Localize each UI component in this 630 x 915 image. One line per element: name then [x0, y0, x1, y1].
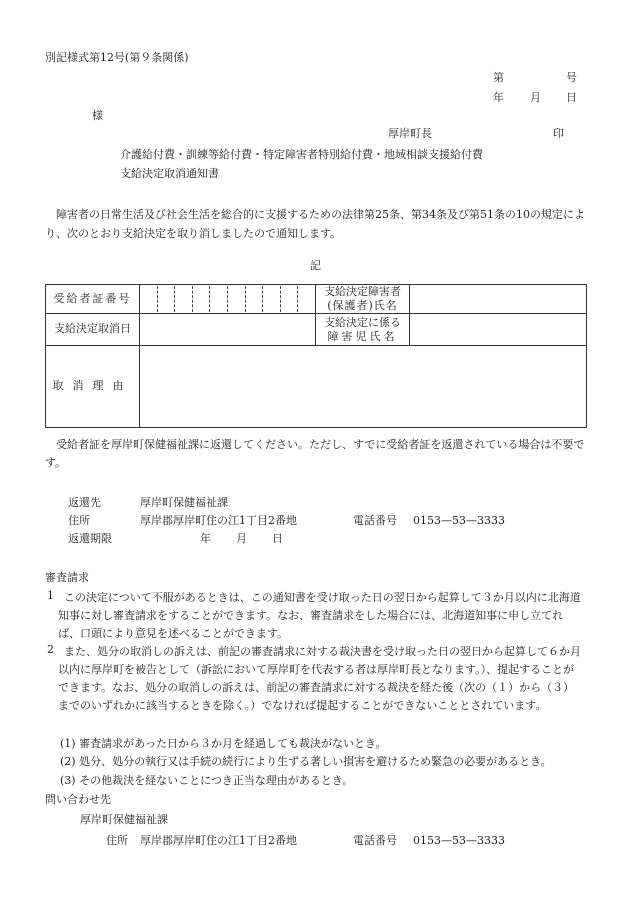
contact-heading: 問い合わせ先: [45, 793, 111, 806]
review-item2-number: 2: [47, 643, 54, 656]
return-addr-value: 厚岸郡厚岸町住の江1丁目2番地: [140, 514, 297, 527]
review-sub3: (3) その他裁決を経ないことにつき正当な理由があるとき。: [60, 774, 354, 787]
return-addr-label: 住所: [68, 514, 90, 527]
table-row: [46, 285, 587, 314]
cancel-date-label: 支給決定取消日: [46, 314, 140, 346]
contact-tel-label: 電話番号: [353, 834, 397, 847]
child-name-label-line2: 障害児氏名: [327, 329, 398, 343]
cancellation-table: [45, 284, 587, 428]
cancel-reason-field[interactable]: [140, 346, 587, 428]
date-month: 月: [530, 91, 541, 104]
beneficiary-name-label: [316, 285, 410, 314]
recipient-suffix: 様: [92, 109, 103, 122]
return-note: 受給者証を厚岸町保健福祉課に返還してください。ただし、すでに受給者証を返還されている場合は不要です。: [45, 438, 585, 469]
review-item1-text: この決定について不服があるときは、この通知書を受け取った日の翌日から起算して３か月以内に北海道知事に対し審査請求をすることができます。なお、審査請求をした場合には、北海道知事に申し立てれば、口頭により意見を述べることができます。: [58, 591, 581, 640]
return-dest-label: 返還先: [68, 496, 101, 509]
review-item2-text: また、処分の取消しの訴えは、前記の審査請求に対する裁決書を受け取った日の翌日から起算して６か月以内に厚岸町を被告として（訴訟において厚岸町を代表する者は厚岸町長となります。）、提起することができます。なお、処分の取消しの訴えは、前記の審査請求に対する裁決を経た後（次の（１）から（３）までのいずれかに該当するときを除く。）でなければ提起することができないこととされています。: [58, 645, 581, 712]
ki-heading: 記: [310, 259, 321, 272]
seal-mark: 印: [553, 127, 564, 140]
child-name-label-line1: 支給決定に係る: [324, 315, 401, 329]
return-tel-value: 0153—53—3333: [413, 514, 505, 527]
beneficiary-name-label-line2: (保護者)氏名: [327, 299, 398, 312]
cancel-date-field[interactable]: [140, 314, 316, 346]
issuer-name: 厚岸町長: [388, 127, 432, 140]
title-line2: 支給決定取消通知書: [120, 167, 219, 180]
child-name-label: [316, 314, 410, 346]
beneficiary-name-field[interactable]: [410, 285, 587, 314]
contact-addr-value: 厚岸郡厚岸町住の江1丁目2番地: [140, 834, 297, 847]
form-number: 別記様式第12号(第９条関係): [45, 51, 189, 64]
recipient-cert-number-field[interactable]: [140, 285, 316, 314]
return-deadline-label: 返還期限: [68, 532, 112, 545]
title-line1: 介護給付費・訓練等給付費・特定障害者特別給付費・地域相談支援給付費: [120, 148, 483, 161]
contact-addr-label: 住所: [106, 834, 128, 847]
review-item1-number: 1: [47, 589, 54, 602]
beneficiary-name-label-line1: 支給決定障害者: [324, 285, 401, 298]
contact-office: 厚岸町保健福祉課: [80, 813, 168, 826]
table-row: [46, 346, 587, 428]
review-sub2: (2) 処分、処分の執行又は手続の続行により生ずる著しい損害を避けるため緊急の必要があるとき。: [60, 755, 552, 768]
date-day: 日: [566, 91, 577, 104]
return-tel-label: 電話番号: [353, 514, 397, 527]
contact-tel-value: 0153—53—3333: [413, 834, 505, 847]
deadline-month: 月: [236, 532, 247, 545]
review-heading: 審査請求: [45, 571, 89, 584]
review-sub1: (1) 審査請求があった日から３か月を経過しても裁決がないとき。: [60, 737, 387, 750]
table-row: [46, 314, 587, 346]
child-name-field[interactable]: [410, 314, 587, 346]
deadline-day: 日: [272, 532, 283, 545]
deadline-year: 年: [200, 532, 211, 545]
return-dest-value: 厚岸町保健福祉課: [140, 496, 228, 509]
number-label-go: 号: [566, 71, 577, 84]
cancel-reason-label: 取消理由: [46, 346, 140, 428]
recipient-cert-number-label: 受給者証番号: [46, 285, 140, 314]
intro-paragraph: 障害者の日常生活及び社会生活を総合的に支援するための法律第25条、第34条及び第51条の10の規定により、次のとおり支給決定を取り消しましたので通知します。: [45, 208, 585, 240]
date-year: 年: [493, 91, 504, 104]
number-label-dai: 第: [493, 71, 504, 84]
